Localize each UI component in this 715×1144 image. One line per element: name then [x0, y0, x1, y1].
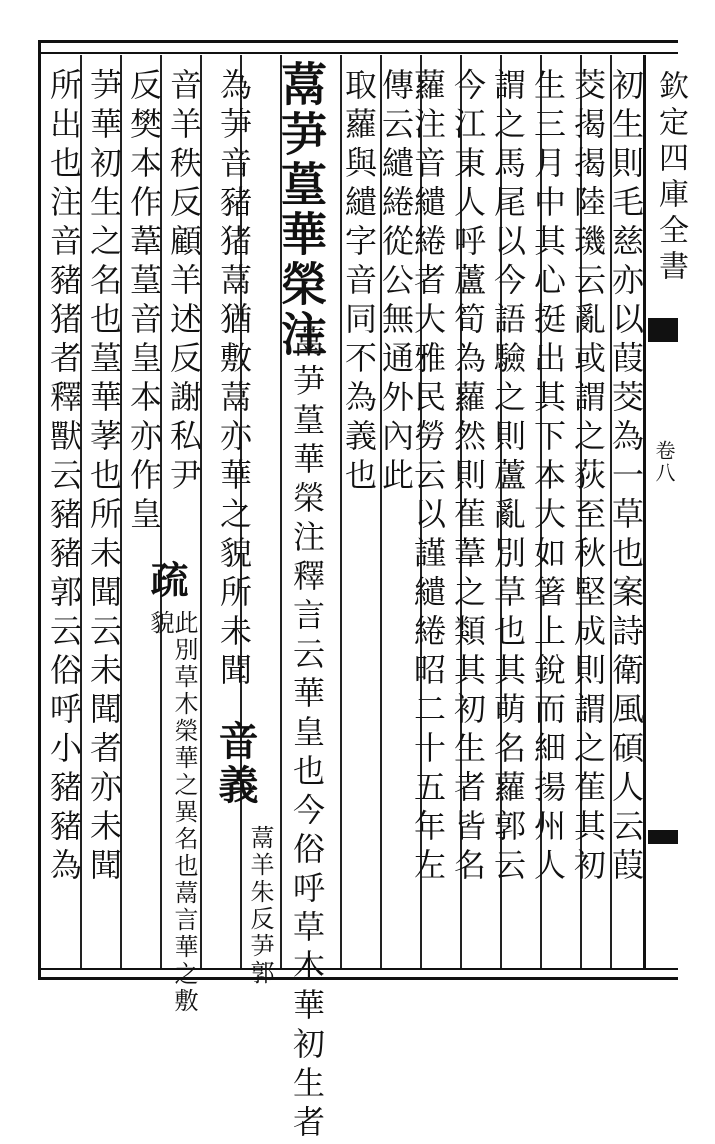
bottom-rule [38, 968, 678, 970]
text-column-7: 傳云繾綣從公無通外內此 [377, 68, 415, 497]
book-title: 欽定四庫全書 [653, 70, 688, 286]
text-column-1: 初生則毛慈亦以葭茭為一草也案詩衛風碩人云葭 [607, 68, 645, 887]
yinyi-marker: 音義 [212, 720, 259, 808]
entry-heading: 蒚芛葟華榮注 [274, 60, 328, 360]
text-column-10: 為芛音豬猪蒚猶敷蒚亦華之貌所未聞 [215, 68, 253, 692]
text-column-13: 芛華初生之名也葟華䓔也所未聞云未聞者亦未聞 [85, 68, 123, 887]
text-column-8: 取蘿與繾字音同不為義也 [340, 68, 378, 497]
text-column-5: 今江東人呼蘆筍為蘿然則萑葦之類其初生者皆名 [449, 68, 487, 887]
text-column-4: 謂之馬尾以今語驗之則蘆亂別草也其萌名蘿郭云 [489, 68, 527, 887]
shu-marker: 疏 [144, 560, 189, 602]
fishtail-mark [648, 318, 678, 342]
shu-note: 此別草木榮華之異名也蒚言華之敷貌 [146, 610, 198, 1015]
fishtail-mark-lower [648, 830, 678, 844]
text-column-3: 生三月中其心挺出其下本大如箸上銳而細揚州人 [529, 68, 567, 887]
yinyi-note-right: 蒚羊朱反芛郭 [246, 825, 274, 987]
text-column-11: 音羊秩反顧羊述反謝私尹 [165, 68, 203, 497]
juan-number: 卷八 [652, 440, 676, 484]
text-column-6: 蘿注音繾綣者大雅民勞云以謹繾綣昭二十五年左 [409, 68, 447, 887]
text-column-9-rest: 蒚芛葟華榮注釋言云華皇也今俗呼草木華初生者 [288, 325, 326, 1144]
text-column-14: 所出也注音豬猪者釋獸云豬豬郭云俗呼小豬豬為 [45, 68, 83, 887]
top-rule [38, 52, 678, 54]
text-column-2: 茭揭揭陸璣云亂或謂之荻至秋堅成則謂之萑其初 [569, 68, 607, 887]
text-column-12: 反樊本作葦葟音皇本亦作皇 [125, 68, 163, 536]
